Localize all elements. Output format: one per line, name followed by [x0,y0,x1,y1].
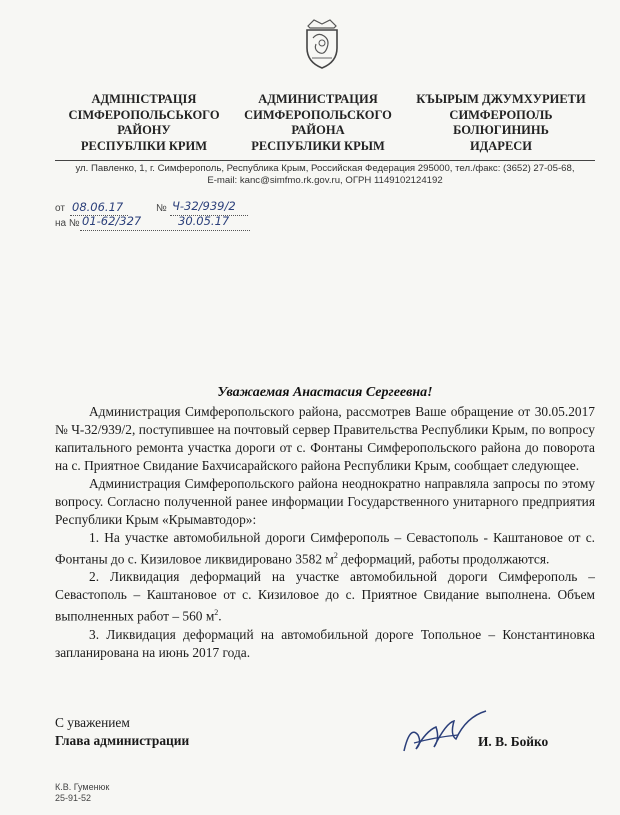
paragraph-4-text: 2. Ликвидация деформаций на участке автомобильной дороги Симферополь – Севастополь – Каштановое от с. Кизиловое до с. Приятное Свидание выполнена. Объем выполненных работ – 560 м [55,569,595,624]
address-line: ул. Павленко, 1, г. Симферополь, Республика Крым, Российская Федерация 295000, тел./факс: (3652) 27-05-68, [75,163,575,174]
header-line: АДМИНИСТРАЦИЯ [258,92,378,106]
header-line: БОЛЮГИНИНЬ [453,123,549,137]
executor-phone: 25-91-52 [55,793,92,803]
superscript: 2 [333,551,338,560]
header-line: СИМФЕРОПОЛЬ [449,107,553,122]
paragraph-4 [55,568,595,625]
from-date: 08.06.17 [72,200,124,214]
ref-number: 01-62/327 [82,214,142,228]
ref-line [80,230,250,231]
header-line: ИДАРЕСИ [469,138,533,153]
number-label: № [156,203,167,214]
header-ukrainian [55,92,233,154]
regards: С уважением [55,715,130,730]
header-crimean-tatar [407,92,595,154]
paragraph-2: Администрация Симферопольского района неоднократно направляла запросы по этому вопросу. Согласно полученной ранее информации Государственного унитарного предприятия Республики Крым «Крымавтодор»: [55,476,595,527]
paragraph-3 [55,529,595,568]
coat-of-arms-emblem [300,16,344,70]
salutation: Уважаемая Анастасия Сергеевна! [217,385,433,400]
header-russian [234,92,402,154]
from-label: от [55,203,65,214]
paragraph-3-tail: деформаций, работы продолжаются. [337,551,550,567]
signatory-name: И. В. Бойко [478,734,549,749]
superscript: 2 [214,608,219,618]
header-line: АДМІНІСТРАЦІЯ [91,92,197,106]
address-block [55,163,595,187]
outgoing-number: Ч-32/939/2 [172,199,236,213]
header-divider [55,160,595,161]
header-line: РЕСПУБЛИКИ КРЫМ [251,138,385,153]
header-line: РАЙОНУ [117,123,171,137]
paragraph-4-tail: . [218,608,222,624]
address-line: E-mail: kanc@simfmo.rk.gov.ru, ОГРН 1149102124192 [207,175,443,186]
paragraph-5: 3. Ликвидация деформаций на автомобильной дороге Топольное – Константиновка запланирована на июнь 2017 года. [55,626,595,660]
header-line: СИМФЕРОПОЛЬСКОГО [244,107,392,122]
header-line: РАЙОНА [291,123,345,137]
ref-date: 30.05.17 [178,214,230,228]
executor-block [55,782,109,804]
letter-body [55,403,595,662]
header-line: РЕСПУБЛІКИ КРИМ [80,138,208,153]
paragraph-1: Администрация Симферопольского района, рассмотрев Ваше обращение от 30.05.2017 № Ч-32/939/2, поступившее на почтовый сервер Правительства Республики Крым, по вопросу капитального ремонта участка дороги от с. Фонтаны Симферопольского района до поворота на с. Приятное Свидание Бахчисарайского района Республики Крым, сообщает следующее. [55,404,595,473]
header-line: СІМФЕРОПОЛЬСЬКОГО [68,107,220,122]
executor-name: К.В. Гуменюк [55,782,110,792]
header-line: КЪЫРЫМ ДЖУМХУРИЕТИ [416,92,586,106]
ref-label: на № [55,218,80,229]
position-title: Глава администрации [55,733,190,748]
paragraph-3-text: 1. На участке автомобильной дороги Симферополь – Севастополь - Каштановое от с. Фонтаны до с. Кизиловое ликвидировано 3582 м [55,530,595,567]
